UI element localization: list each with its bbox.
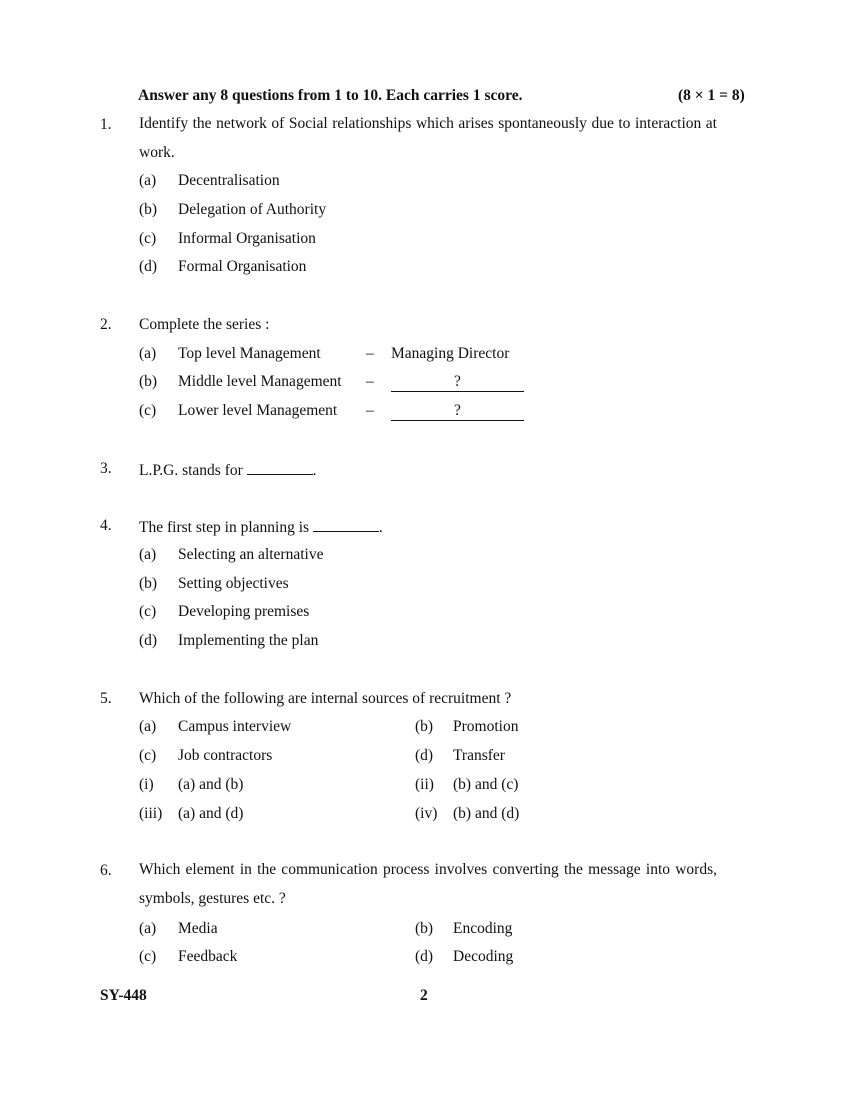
question-text: L.P.G. stands for (139, 462, 243, 479)
question-text: Which of the following are internal sources of recruitment ? (139, 690, 512, 707)
series-dash: – (366, 373, 374, 390)
option-label: (d) (415, 747, 434, 764)
option-label: (c) (139, 230, 157, 247)
question-number: 4. (100, 517, 112, 534)
series-answer: Managing Director (391, 345, 510, 362)
section-marks: (8 × 1 = 8) (678, 87, 745, 104)
question-number: 3. (100, 460, 112, 477)
paper-code: SY-448 (100, 987, 147, 1004)
page-number: 2 (420, 987, 428, 1004)
option-label: (d) (415, 948, 434, 965)
option-text: Delegation of Authority (178, 201, 327, 218)
option-text: Setting objectives (178, 575, 289, 592)
choice-text: (b) and (d) (453, 805, 520, 822)
option-label: (c) (139, 603, 157, 620)
option-label: (d) (139, 258, 158, 275)
option-text: Encoding (453, 920, 513, 937)
option-text: Media (178, 920, 218, 937)
question-end: . (312, 462, 317, 479)
series-blank (391, 401, 524, 421)
option-text: Informal Organisation (178, 230, 316, 247)
option-text: Decoding (453, 948, 514, 965)
question-number: 2. (100, 316, 112, 333)
choice-text: (b) and (c) (453, 776, 519, 793)
choice-label: (ii) (415, 776, 434, 793)
series-answer: ? (391, 373, 524, 392)
option-text: Promotion (453, 718, 519, 735)
question-line (139, 459, 317, 481)
choice-text: (a) and (d) (178, 805, 244, 822)
answer-blank (247, 459, 313, 475)
choice-label: (i) (139, 776, 154, 793)
series-level: Middle level Management (178, 373, 342, 390)
question-number: 1. (100, 116, 112, 133)
option-label: (a) (139, 920, 157, 937)
option-label: (b) (139, 575, 158, 592)
option-label: (d) (139, 632, 158, 649)
option-label: (a) (139, 172, 157, 189)
question-end: . (378, 519, 383, 536)
option-text: Feedback (178, 948, 238, 965)
series-label: (b) (139, 373, 158, 390)
option-label: (a) (139, 718, 157, 735)
question-text: Complete the series : (139, 316, 270, 333)
choice-text: (a) and (b) (178, 776, 244, 793)
option-text: Implementing the plan (178, 632, 319, 649)
section-instruction: Answer any 8 questions from 1 to 10. Each carries 1 score. (138, 87, 523, 104)
option-text: Formal Organisation (178, 258, 307, 275)
choice-label: (iv) (415, 805, 438, 822)
question-text: Which element in the communication process involves converting the message into words, symbols, gestures etc. ? (139, 861, 717, 907)
option-text: Job contractors (178, 747, 273, 764)
question-text: Identify the network of Social relationships which arises spontaneously due to interaction at work. (139, 115, 717, 161)
option-label: (b) (415, 920, 434, 937)
series-label: (a) (139, 345, 157, 362)
question-line (139, 516, 383, 538)
question-number: 6. (100, 862, 112, 879)
option-label: (c) (139, 948, 157, 965)
option-label: (b) (415, 718, 434, 735)
option-text: Transfer (453, 747, 505, 764)
series-blank (391, 372, 524, 392)
option-label: (a) (139, 546, 157, 563)
question-text: The first step in planning is (139, 519, 310, 536)
option-text: Decentralisation (178, 172, 280, 189)
choice-label: (iii) (139, 805, 163, 822)
option-text: Selecting an alternative (178, 546, 324, 563)
option-text: Developing premises (178, 603, 310, 620)
series-dash: – (366, 345, 374, 362)
option-label: (b) (139, 201, 158, 218)
series-dash: – (366, 402, 374, 419)
series-level: Top level Management (178, 345, 321, 362)
option-text: Campus interview (178, 718, 292, 735)
series-level: Lower level Management (178, 402, 338, 419)
question-number: 5. (100, 690, 112, 707)
series-answer: ? (391, 402, 524, 421)
answer-blank (313, 516, 379, 532)
series-label: (c) (139, 402, 157, 419)
option-label: (c) (139, 747, 157, 764)
